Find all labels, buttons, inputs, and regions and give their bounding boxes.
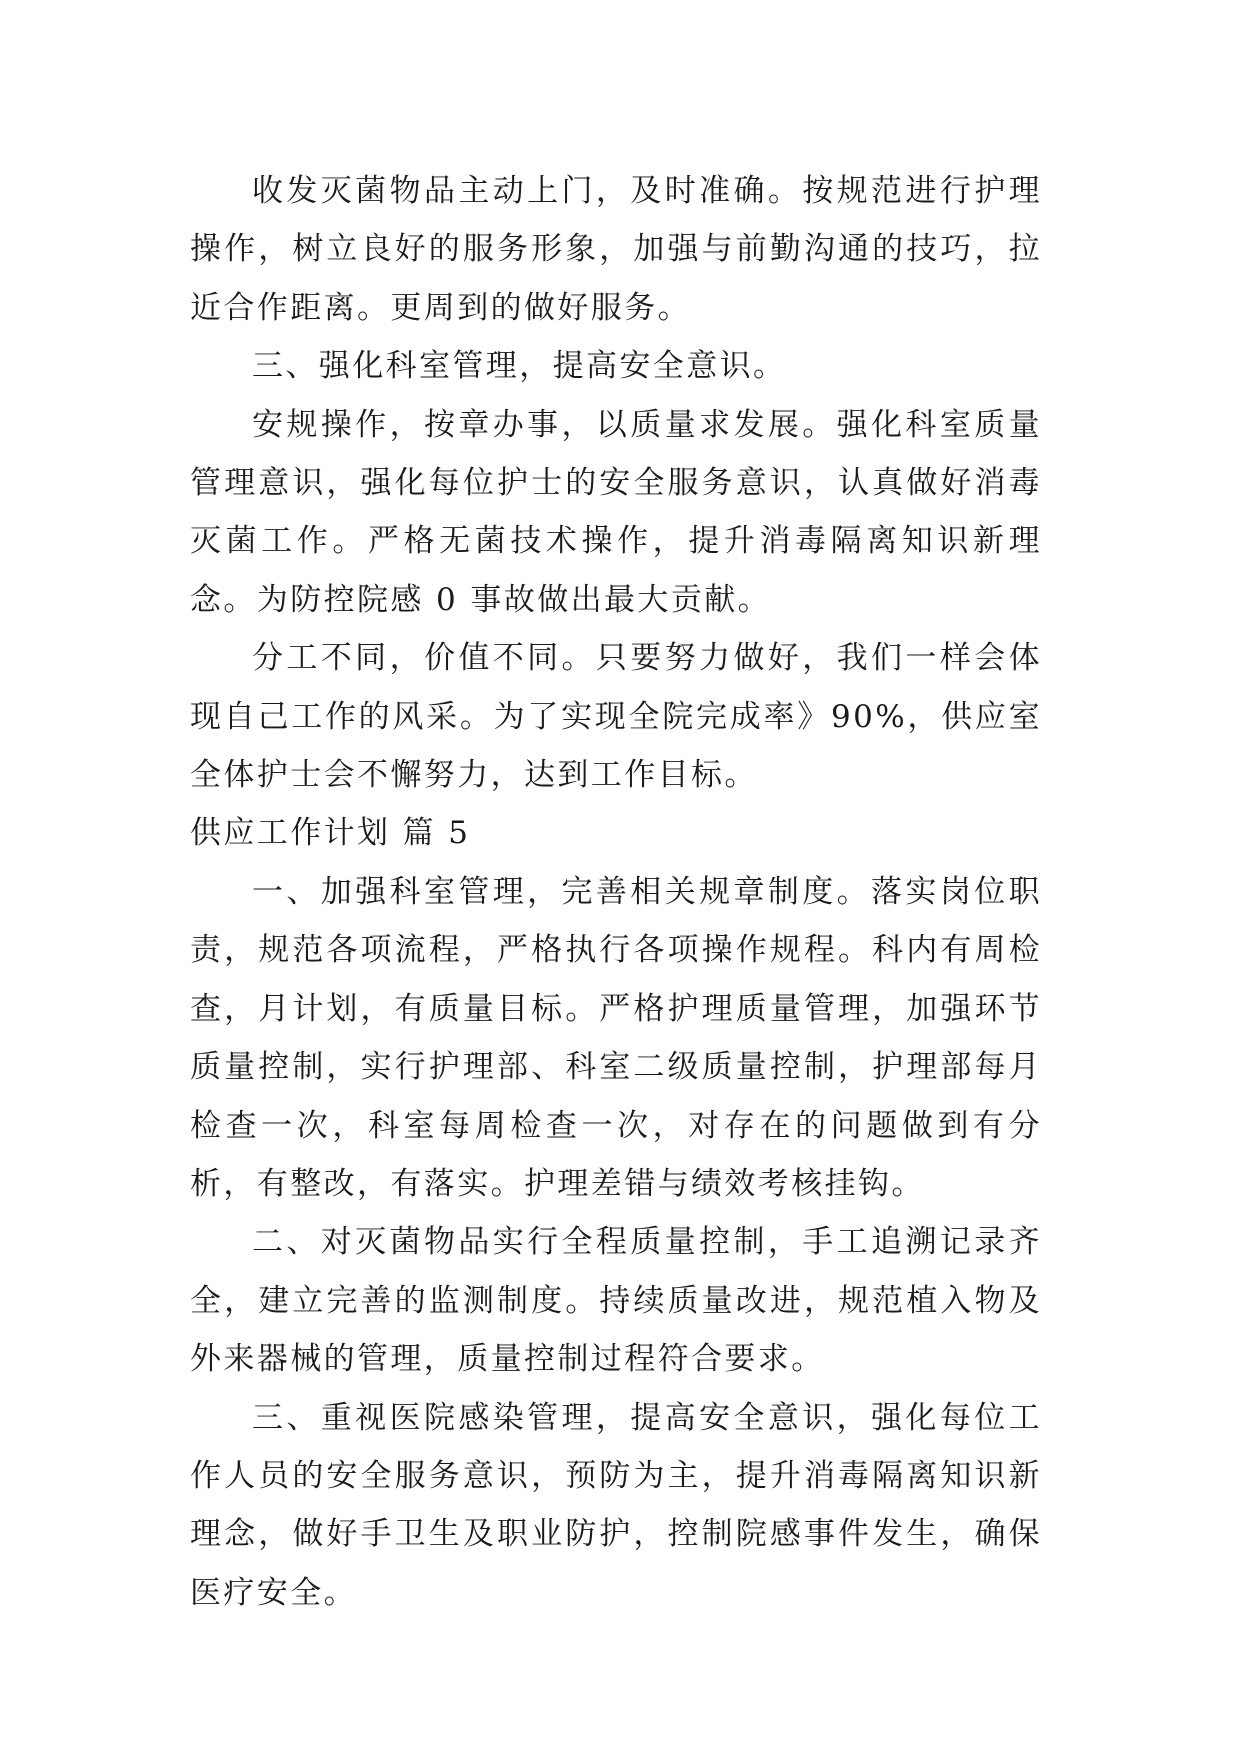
paragraph-infection-control: 三、重视医院感染管理，提高安全意识，强化每位工作人员的安全服务意识，预防为主，提升消毒隔离知识新理念，做好手卫生及职业防护，控制院感事件发生，确保医疗安全。 <box>190 1399 1042 1611</box>
paragraph-safety: 安规操作，按章办事，以质量求发展。强化科室质量管理意识，强化每位护士的安全服务意识，认真做好消毒灭菌工作。严格无菌技术操作，提升消毒隔离知识新理念。为防控院感 0 事故做出最大贡献。 <box>190 406 1042 618</box>
paragraph-management: 一、加强科室管理，完善相关规章制度。落实岗位职责，规范各项流程，严格执行各项操作规程。科内有周检查，月计划，有质量目标。严格护理质量管理，加强环节质量控制，实行护理部、科室二级质量控制，护理部每月检查一次，科室每周检查一次，对存在的问题做到有分析，有整改，有落实。护理差错与绩效考核挂钩。 <box>190 873 1042 1202</box>
paragraph-quality-control: 二、对灭菌物品实行全程质量控制，手工追溯记录齐全，建立完善的监测制度。持续质量改进，规范植入物及外来器械的管理，质量控制过程符合要求。 <box>190 1224 1042 1378</box>
paragraph-goal: 分工不同，价值不同。只要努力做好，我们一样会体现自己工作的风采。为了实现全院完成率》90%，供应室全体护士会不懈努力，达到工作目标。 <box>190 640 1042 794</box>
section-heading: 供应工作计划 篇 5 <box>190 815 471 852</box>
paragraph-heading-three: 三、强化科室管理，提高安全意识。 <box>252 348 787 385</box>
document-body <box>190 162 1042 1622</box>
paragraph-service: 收发灭菌物品主动上门，及时准确。按规范进行护理操作，树立良好的服务形象，加强与前勤沟通的技巧，拉近合作距离。更周到的做好服务。 <box>190 173 1042 326</box>
